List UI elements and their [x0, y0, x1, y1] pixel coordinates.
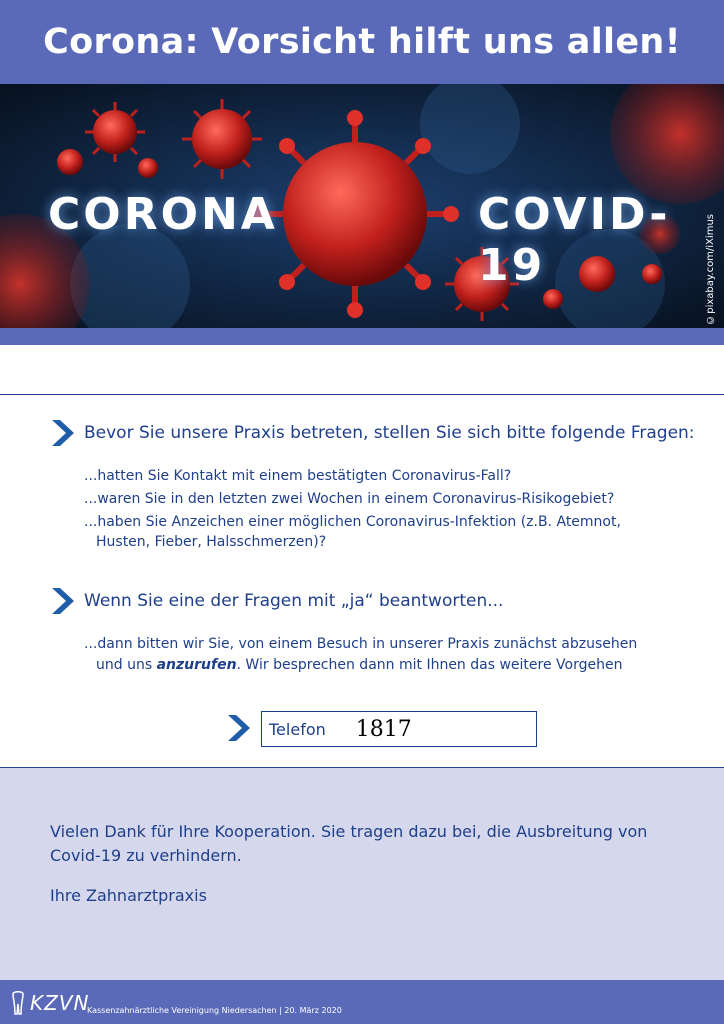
answer-line-2-post: . Wir besprechen dann mit Ihnen das weitere Vorgehen [236, 657, 623, 673]
phone-box [261, 711, 537, 747]
closing-section [0, 768, 724, 980]
banner-word-corona: CORONA [48, 189, 278, 240]
question-contact: ...hatten Sie Kontakt mit einem bestätigten Coronavirus-Fall? [84, 468, 512, 484]
chevron-right-icon [228, 715, 250, 741]
question-risk-area: ...waren Sie in den letzten zwei Wochen in einem Coronavirus-Risikogebiet? [84, 491, 615, 507]
chevron-right-icon [52, 420, 74, 446]
main-content [0, 395, 724, 767]
answer-line-2-pre: und uns [96, 657, 157, 673]
image-credit: ©pixabay.com/iXimus [705, 214, 716, 325]
phone-number[interactable]: 1817 [355, 716, 412, 742]
kzvn-logo [10, 988, 89, 1018]
chevron-right-icon [52, 588, 74, 614]
answer-heading: Wenn Sie eine der Fragen mit „ja“ beantworten... [84, 591, 504, 611]
phone-label: Telefon [269, 719, 326, 739]
page-header [0, 0, 724, 84]
logo-text: KZVN [30, 991, 90, 1015]
question-symptoms: ...haben Sie Anzeichen einer möglichen Coronavirus-Infektion (z.B. Atemnot, [84, 514, 621, 530]
divider-band [0, 328, 724, 345]
banner-word-covid: COVID-19 [478, 189, 671, 291]
answer-emphasis-call: anzurufen [156, 657, 237, 673]
footer-text: Kassenzahnärztliche Vereinigung Niedersachen | 20. März 2020 [87, 1006, 342, 1015]
question-symptoms-cont: Husten, Fieber, Halsschmerzen)? [96, 534, 327, 550]
questions-heading: Bevor Sie unsere Praxis betreten, stellen Sie sich bitte folgende Fragen: [84, 423, 695, 443]
signature: Ihre Zahnarztpraxis [50, 886, 207, 905]
answer-line-2 [84, 654, 622, 677]
tooth-icon [10, 990, 26, 1016]
footer-bar [0, 980, 724, 1024]
corona-banner-image [0, 84, 724, 328]
page-title: Corona: Vorsicht hilft uns allen! [43, 22, 681, 62]
answer-line-1: ...dann bitten wir Sie, von einem Besuch in unserer Praxis zunächst abzusehen [84, 636, 638, 652]
thanks-text: Vielen Dank für Ihre Kooperation. Sie tragen dazu bei, die Ausbreitung von Covid-19 zu verhindern. [50, 822, 648, 865]
